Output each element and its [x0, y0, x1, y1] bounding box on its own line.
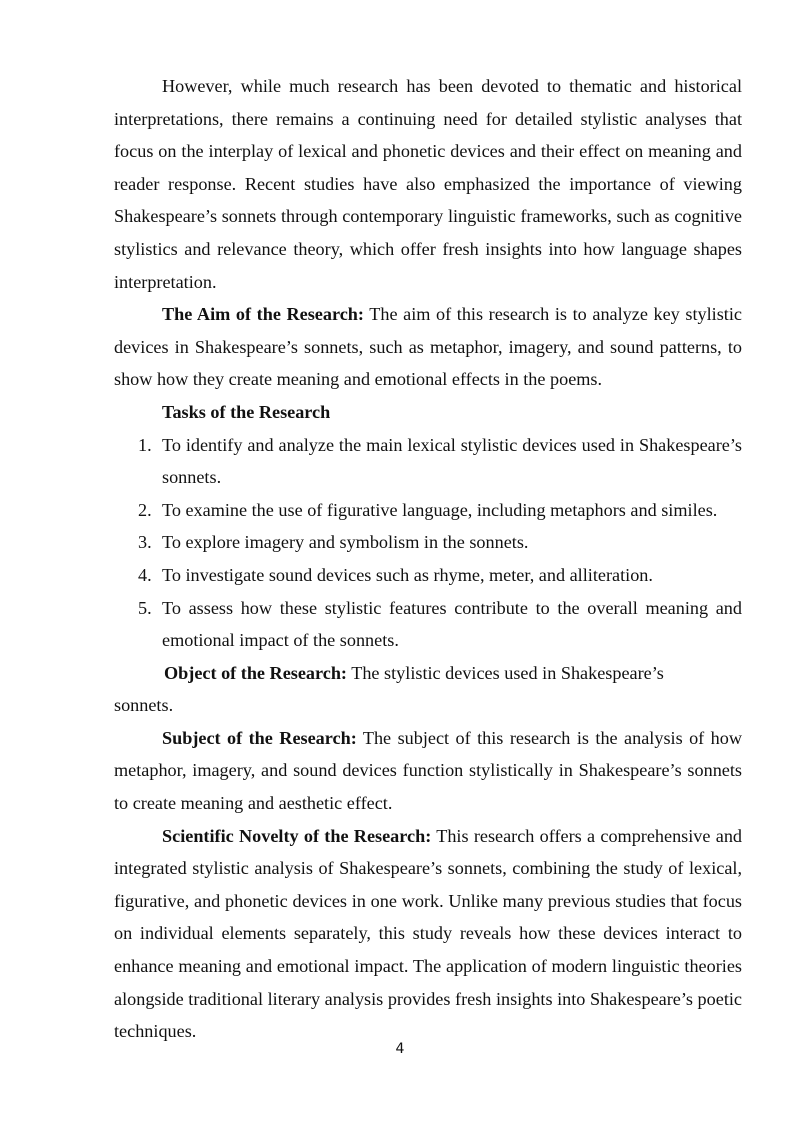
novelty-label: Scientific Novelty of the Research:: [162, 825, 432, 846]
task-number: 5.: [138, 597, 152, 618]
task-text: To explore imagery and symbolism in the sonnets.: [162, 532, 529, 553]
task-text: To assess how these stylistic features contribute to the overall meaning and emotional impact of the sonnets.: [162, 597, 742, 651]
aim-text: The aim of this research is to analyze key stylistic devices in Shakespeare’s sonnets, such as metaphor, imagery, and sound patterns, to show how they create meaning and emotional effects in the poems.: [114, 304, 742, 390]
novelty-paragraph: [114, 820, 742, 1048]
task-text: To examine the use of figurative language, including metaphors and similes.: [162, 499, 718, 520]
tasks-heading: Tasks of the Research: [162, 401, 331, 422]
task-text: To investigate sound devices such as rhyme, meter, and alliteration.: [162, 564, 653, 585]
task-item: [114, 526, 742, 559]
tasks-list: [114, 429, 742, 657]
subject-label: Subject of the Research:: [162, 727, 357, 748]
document-page: [114, 70, 742, 1048]
task-item: [114, 559, 742, 592]
task-number: 2.: [138, 499, 152, 520]
subject-paragraph: [114, 722, 742, 820]
aim-label: The Aim of the Research:: [162, 304, 364, 325]
task-number: 4.: [138, 564, 152, 585]
intro-paragraph: However, while much research has been devoted to thematic and historical interpretations, there remains a continuing need for detailed stylistic analyses that focus on the interplay of lexical and phonetic devices and their effect on meaning and reader response. Recent studies have also emphasized the importance of viewing Shakespeare’s sonnets through contemporary linguistic frameworks, such as cognitive stylistics and relevance theory, which offer fresh insights into how language shapes interpretation.: [114, 76, 742, 292]
subject-text: The subject of this research is the analysis of how metaphor, imagery, and sound devices function stylistically in Shakespeare’s sonnets to create meaning and aesthetic effect.: [114, 727, 742, 814]
task-item: [114, 592, 742, 657]
task-number: 3.: [138, 532, 152, 553]
object-text-continued: sonnets.: [114, 695, 174, 716]
novelty-text: This research offers a comprehensive and integrated stylistic analysis of Shakespeare’s sonnets, combining the study of lexical, figurative, and phonetic devices in one work. Unlike many previous studies that focus on individual elements separately, this study reveals how these devices interact to enhance meaning and emotional impact. The application of modern linguistic theories alongside traditional literary analysis provides fresh insights into Shakespeare’s poetic techniques.: [114, 825, 743, 1042]
task-text: To identify and analyze the main lexical stylistic devices used in Shakespeare’s sonnets.: [162, 434, 742, 488]
task-item: [114, 494, 742, 527]
page-number: 4: [395, 1041, 405, 1057]
object-label: Object of the Research:: [164, 662, 347, 683]
task-item: [114, 429, 742, 494]
aim-paragraph: [114, 298, 742, 396]
object-text: The stylistic devices used in Shakespeare’s: [347, 662, 664, 683]
object-paragraph: [114, 657, 742, 722]
task-number: 1.: [138, 434, 152, 455]
